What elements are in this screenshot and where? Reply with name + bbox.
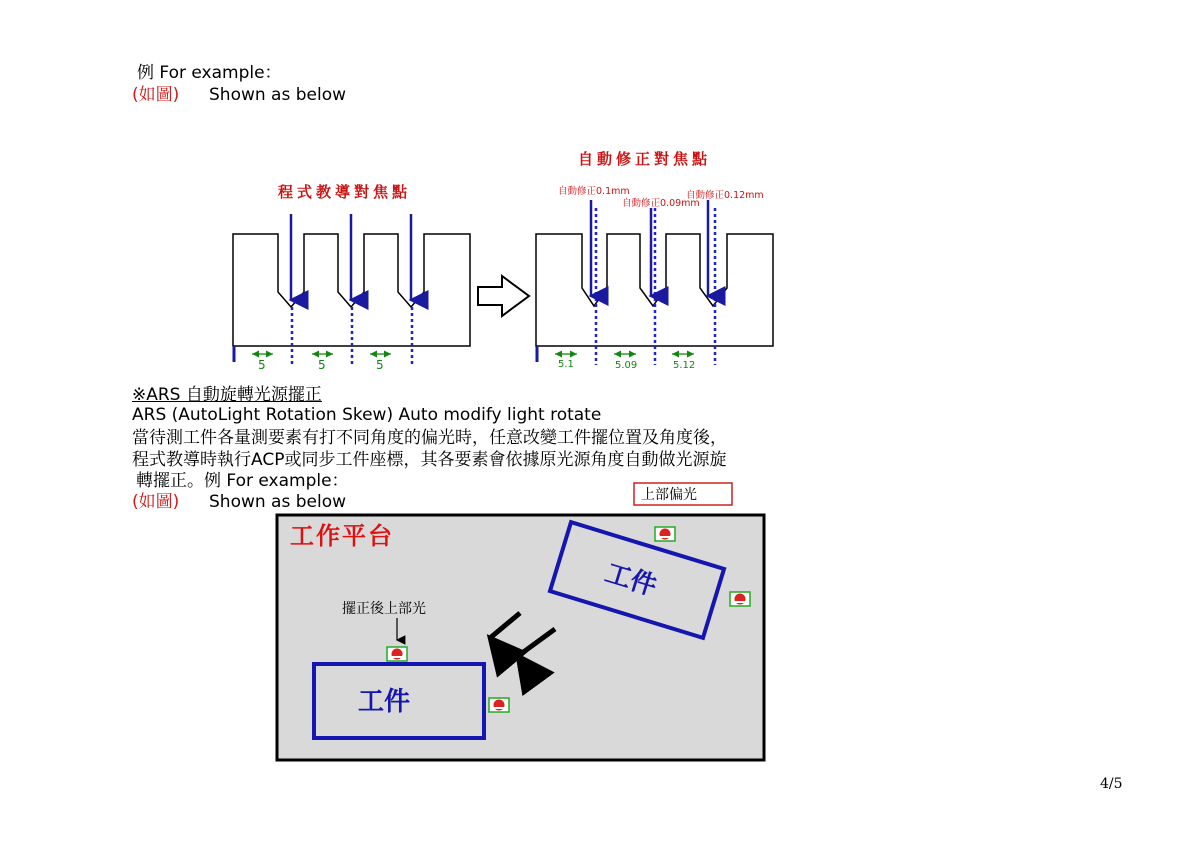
ars-figure-tag: (如圖): [132, 492, 180, 512]
left-spacing-value-1: 5: [258, 358, 266, 372]
light-indicator-top-rotated-icon: [655, 527, 675, 541]
right-spacing-value-3: 5.12: [673, 360, 696, 371]
right-spacing-value-1: 5.1: [558, 359, 574, 370]
light-indicator-top-straight-icon: [387, 647, 407, 661]
intro-example-label: 例 For example：: [137, 63, 282, 83]
work-platform-diagram: [0, 470, 1200, 770]
correction-annotation-1: 自動修正0.1mm: [558, 186, 630, 197]
correction-annotation-2: 自動修正0.09mm: [622, 198, 700, 209]
light-indicator-right-rotated-icon: [730, 592, 750, 606]
transition-arrow-icon: [478, 276, 529, 316]
ars-line-chinese-1: 當待測工件各量測要素有打不同角度的偏光時，任意改變工件擺位置及角度後，: [132, 428, 727, 448]
right-spacing-value-2: 5.09: [615, 360, 638, 371]
ars-line-chinese-2: 程式教導時執行ACP或同步工件座標，其各要素會依據原光源角度自動做光源旋: [132, 450, 727, 470]
ars-shown-as-below: Shown as below: [209, 492, 347, 512]
right-diagram-title: 自動修正對焦點: [578, 150, 712, 168]
callout-top-polarized-label: 上部偏光: [641, 487, 697, 503]
platform-label: 工作平台: [290, 522, 394, 550]
intro-figure-tag: (如圖): [132, 85, 180, 105]
intro-shown-as-below: Shown as below: [209, 85, 347, 105]
left-spacing-value-2: 5: [318, 358, 326, 372]
page-number: 4/5: [1100, 776, 1123, 792]
ars-line-english: ARS (AutoLight Rotation Skew) Auto modify light rotate: [132, 405, 602, 425]
left-diagram-title: 程式教導對焦點: [278, 183, 412, 201]
ars-line-chinese-3: 轉擺正。例 For example：: [136, 471, 349, 491]
left-spacing-value-3: 5: [376, 358, 384, 372]
correction-annotation-3: 自動修正0.12mm: [686, 190, 764, 201]
focus-point-diagram: [0, 0, 1200, 390]
work-platform: [277, 515, 764, 760]
straight-workpiece-label: 工件: [358, 687, 411, 717]
rotated-workpiece-label: 工件: [601, 558, 660, 603]
light-indicator-right-straight-icon: [489, 698, 509, 712]
callout-corrected-top-light-label: 擺正後上部光: [342, 601, 426, 617]
ars-heading: ※ARS 自動旋轉光源擺正: [132, 385, 322, 405]
